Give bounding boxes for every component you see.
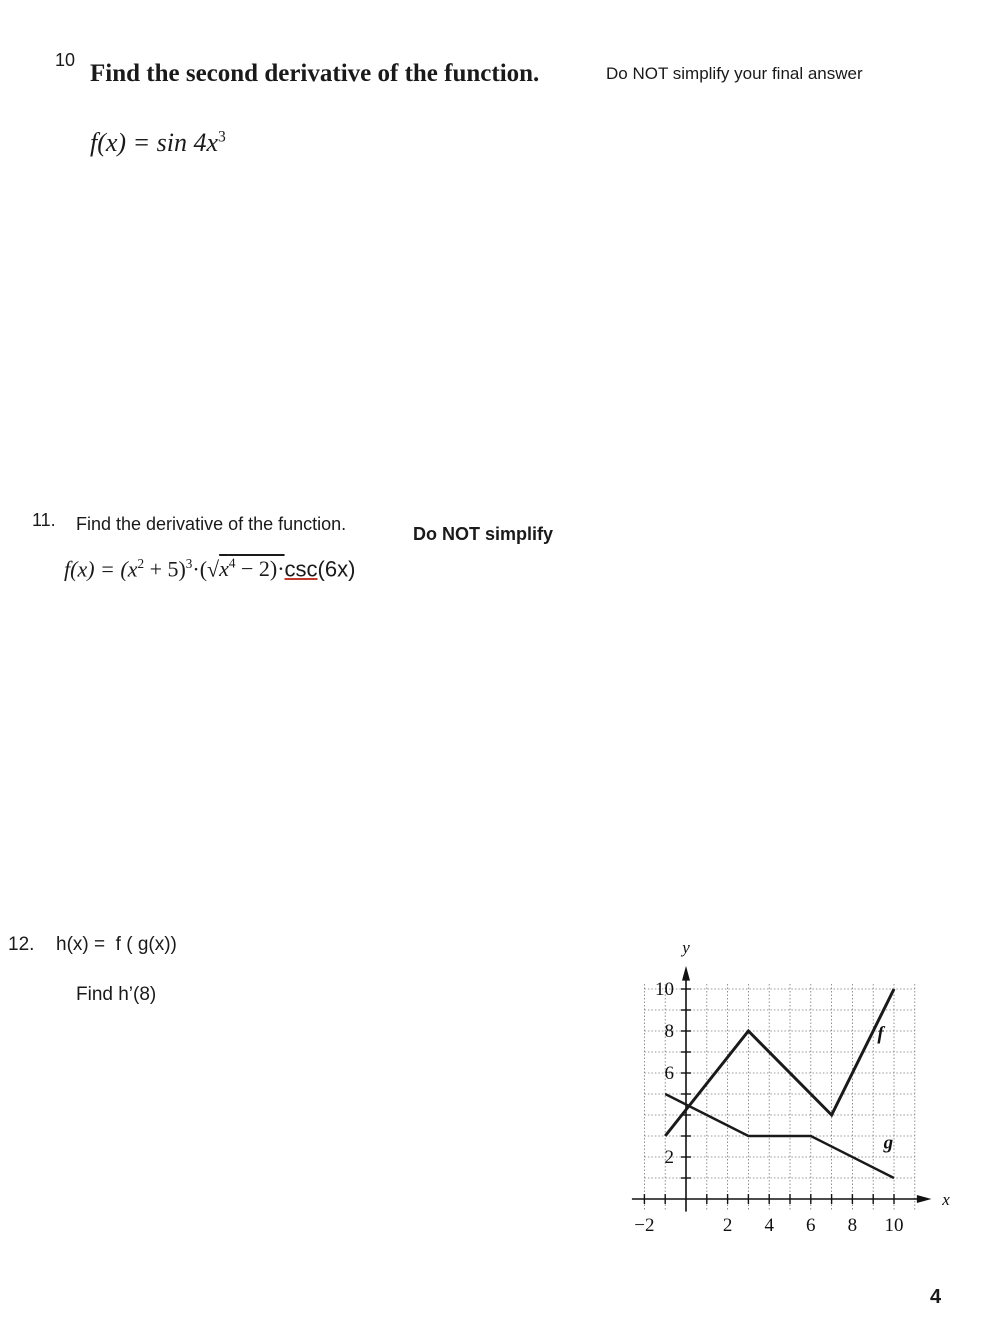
q10-function-exponent: 3 xyxy=(218,128,226,146)
labels xyxy=(634,938,950,1236)
q11-function xyxy=(64,556,355,582)
q11-square: 2 xyxy=(137,556,145,571)
q11-number: 11. xyxy=(32,510,56,530)
q12-task: Find h’(8) xyxy=(76,984,157,1005)
q11-f-lhs: f(x) = (x xyxy=(64,556,138,582)
q11-minus2: − 2)· xyxy=(235,556,285,582)
graph xyxy=(600,925,950,1245)
y-tick-label: 6 xyxy=(664,1063,674,1084)
x-tick-label: −2 xyxy=(634,1215,655,1236)
y-tick-label: 8 xyxy=(664,1021,674,1042)
x-axis-label: x xyxy=(942,1190,950,1209)
q11-cube: 3 xyxy=(185,556,193,571)
y-axis-arrow xyxy=(682,966,690,981)
page-number: 4 xyxy=(930,1286,942,1308)
q10-prompt: Find the second derivative of the function. xyxy=(90,60,540,87)
grid xyxy=(644,983,914,1210)
q10-number: 10 xyxy=(55,50,76,70)
x-tick-label: 8 xyxy=(847,1215,858,1236)
q10-function xyxy=(90,128,226,158)
y-axis-label: y xyxy=(682,938,690,958)
q12-number: 12. xyxy=(8,934,35,955)
series-g-label: g xyxy=(883,1132,894,1154)
q11-note: Do NOT simplify xyxy=(413,524,554,544)
x-tick-label: 4 xyxy=(764,1215,774,1236)
series-f-label: f xyxy=(877,1023,884,1045)
q10-function-text: f(x) = sin 4x xyxy=(90,128,219,157)
y-tick-label: 10 xyxy=(655,979,674,1000)
q11-fourth: 4 xyxy=(228,556,236,571)
q11-arg: (6x) xyxy=(317,556,356,582)
x-axis-arrow xyxy=(917,1195,932,1203)
q11-plus5: + 5) xyxy=(144,556,186,582)
q11-x: x xyxy=(219,556,229,582)
series xyxy=(665,989,894,1178)
q11-prompt: Find the derivative of the function. xyxy=(76,514,347,534)
q10-note xyxy=(606,64,863,84)
series-f-line xyxy=(665,989,894,1136)
series-g-line xyxy=(665,1094,894,1178)
x-tick-label: 6 xyxy=(806,1215,816,1236)
x-tick-label: 10 xyxy=(884,1215,904,1236)
q11-csc: csc xyxy=(284,556,318,582)
q11-radicand xyxy=(219,556,284,581)
q12-definition: h(x) = f ( g(x)) xyxy=(56,934,177,955)
q11-dot-sqrt: ·(√ xyxy=(192,556,220,582)
x-tick-label: 2 xyxy=(722,1215,733,1236)
y-tick-label: 2 xyxy=(664,1147,674,1168)
q10-note-text: Do NOT simplify your final answer xyxy=(606,64,863,83)
